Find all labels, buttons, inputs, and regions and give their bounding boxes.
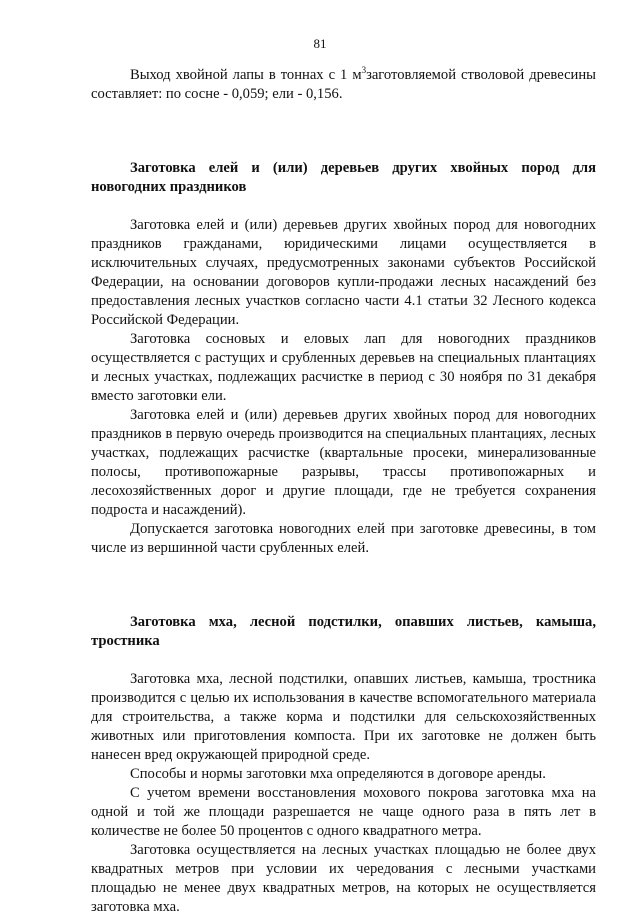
section1-paragraph: Заготовка елей и (или) деревьев других хвойных пород для новогодних праздников в первую очередь производится на специальных плантациях, лесных участках, подлежащих расчистке (квартальные просеки, минерализованные полосы, противопожарные разрывы, трассы противопожарных и лесохозяйственных дорог и другие площади, где не требуется сохранения подроста и насаждений). [91,407,596,518]
section1-paragraph: Допускается заготовка новогодних елей при заготовке древесины, в том числе из вершинной части срубленных елей. [91,521,596,556]
intro-text-start: Выход хвойной лапы в тоннах с 1 м [130,67,362,83]
intro-text-end: заготовляемой стволовой древесины составляет: по сосне - 0,059; ели - 0,156. [91,67,596,102]
page-number: 81 [313,36,327,51]
section1-heading: Заготовка елей и (или) деревьев других хвойных пород для новогодних праздников [91,160,596,195]
section2-paragraph: Способы и нормы заготовки мха определяются в договоре аренды. [130,766,546,782]
page-content [91,66,596,917]
cubic-superscript: 3 [361,65,367,75]
section2-heading: Заготовка мха, лесной подстилки, опавших листьев, камыша, тростника [91,614,596,649]
section2-paragraph: С учетом времени восстановления мохового покрова заготовка мха на одной и той же площади разрешается не чаще одного раза в пять лет в количестве не более 50 процентов с одного квадратного метра. [91,785,596,839]
intro-paragraph [91,66,596,104]
section1-paragraph: Заготовка сосновых и еловых лап для новогодних праздников осуществляется с растущих и срубленных деревьев на специальных плантациях и лесных участках, подлежащих расчистке в период с 30 ноября по 31 декабря вместо заготовки ели. [91,331,596,404]
section1-body [91,216,596,558]
section2-paragraph: Заготовка мха, лесной подстилки, опавших листьев, камыша, тростника производится с целью их использования в качестве вспомогательного материала для строительства, а также корма и подстилки для сельскохозяйственных животных или приготовления компоста. При их заготовке не должен быть нанесен вред окружающей природной среде. [91,671,596,763]
section2-paragraph: Заготовка осуществляется на лесных участках площадью не более двух квадратных метров при условии их чередования с лесными участками площадью не менее двух квадратных метров, на которых не осуществляется заготовка мха. [91,842,596,915]
section2-body [91,670,596,917]
section1-paragraph: Заготовка елей и (или) деревьев других хвойных пород для новогодних праздников гражданами, юридическими лицами осуществляется в исключительных случаях, предусмотренных законами субъектов Российской Федерации, на основании договоров купли-продажи лесных насаждений без предоставления лесных участков согласно части 4.1 статьи 32 Лесного кодекса Российской Федерации. [91,217,596,328]
